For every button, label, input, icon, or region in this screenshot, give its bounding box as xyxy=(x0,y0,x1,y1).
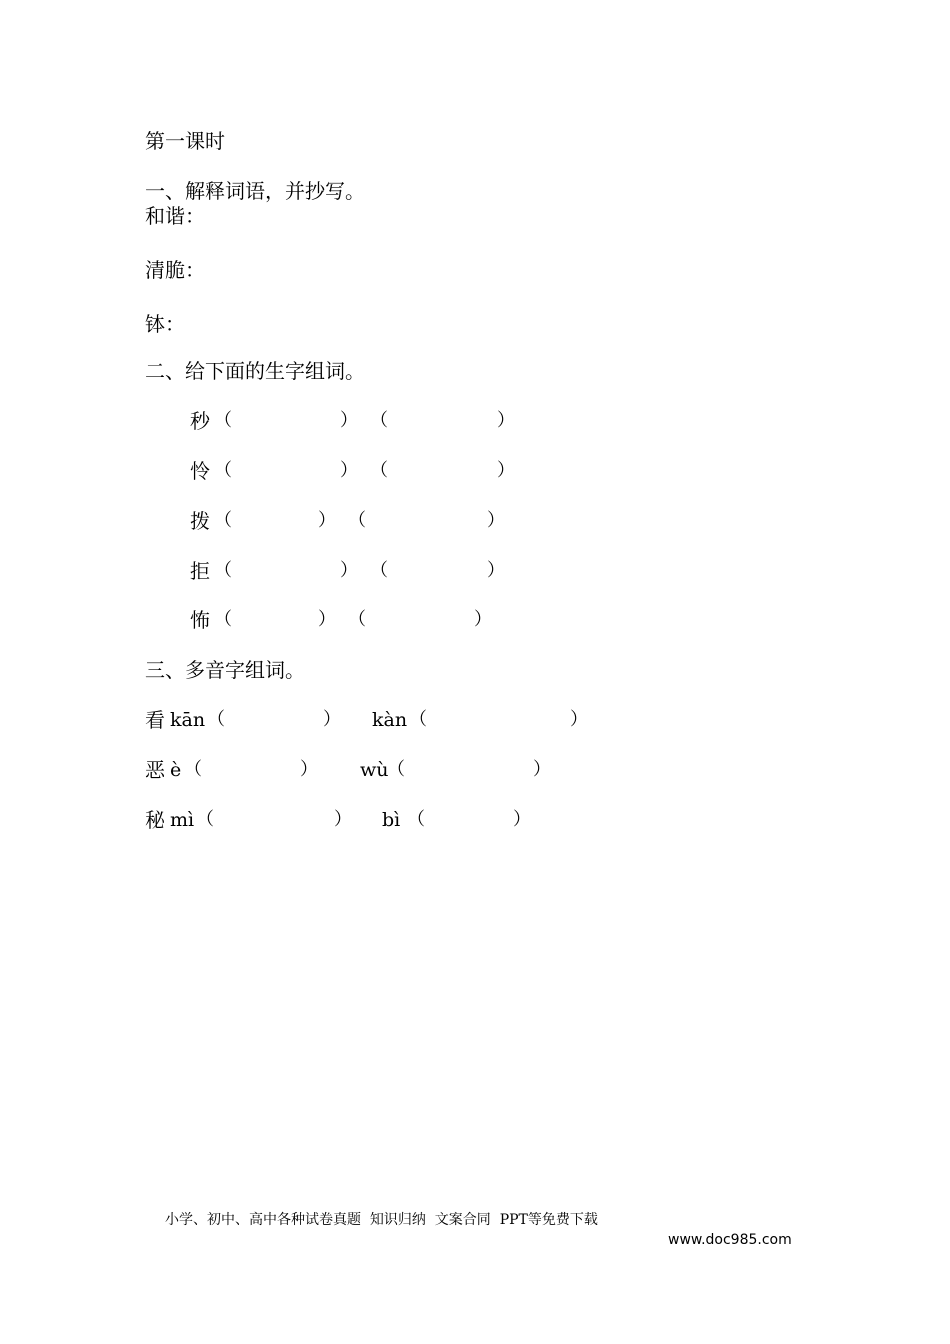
section1-item-hexie: 和谐： xyxy=(145,204,205,228)
section2-char: 怖 xyxy=(190,608,210,632)
close-paren: ） xyxy=(487,560,505,581)
open-paren: （ xyxy=(409,709,427,730)
section2-char: 怜 xyxy=(190,459,210,483)
section1-item-bo: 钵： xyxy=(145,312,185,336)
pinyin: wù xyxy=(360,759,389,781)
section2-char: 秒 xyxy=(190,409,210,433)
polyphone-char: 看 xyxy=(145,708,165,732)
close-paren: ） xyxy=(474,609,492,630)
section3-heading: 三、多音字组词。 xyxy=(145,658,305,682)
close-paren: ） xyxy=(340,410,358,431)
pinyin: mì xyxy=(170,809,195,831)
section2-char: 拨 xyxy=(190,509,210,533)
close-paren: ） xyxy=(513,809,531,830)
close-paren: ） xyxy=(340,460,358,481)
close-paren: ） xyxy=(318,609,336,630)
close-paren: ） xyxy=(340,560,358,581)
footer-link[interactable]: www.doc985.com xyxy=(668,1232,792,1248)
close-paren: ） xyxy=(497,410,515,431)
open-paren: （ xyxy=(370,560,388,581)
close-paren: ） xyxy=(318,510,336,531)
open-paren: （ xyxy=(207,709,225,730)
lesson-title: 第一课时 xyxy=(145,129,225,153)
open-paren: （ xyxy=(214,510,232,531)
close-paren: ） xyxy=(570,709,588,730)
pinyin: kān xyxy=(170,709,206,731)
page-footer xyxy=(0,1190,950,1250)
open-paren: （ xyxy=(348,609,366,630)
section1-item-qingcui: 清脆： xyxy=(145,258,205,282)
open-paren: （ xyxy=(370,410,388,431)
close-paren: ） xyxy=(533,759,551,780)
section2-char: 拒 xyxy=(190,559,210,583)
open-paren: （ xyxy=(196,809,214,830)
open-paren: （ xyxy=(214,460,232,481)
section1-heading: 一、解释词语，并抄写。 xyxy=(145,179,365,203)
open-paren: （ xyxy=(214,560,232,581)
close-paren: ） xyxy=(497,460,515,481)
pinyin: è xyxy=(170,759,182,781)
open-paren: （ xyxy=(184,759,202,780)
open-paren: （ xyxy=(348,510,366,531)
pinyin: kàn xyxy=(372,709,408,731)
polyphone-char: 恶 xyxy=(145,758,165,782)
pinyin: bì xyxy=(382,809,401,831)
close-paren: ） xyxy=(487,510,505,531)
close-paren: ） xyxy=(323,709,341,730)
polyphone-char: 秘 xyxy=(145,808,165,832)
open-paren: （ xyxy=(214,609,232,630)
open-paren: （ xyxy=(387,759,405,780)
open-paren: （ xyxy=(214,410,232,431)
close-paren: ） xyxy=(334,809,352,830)
close-paren: ） xyxy=(300,759,318,780)
section2-heading: 二、给下面的生字组词。 xyxy=(145,359,365,383)
footer-text: 小学、初中、高中各种试卷真题 知识归纳 文案合同 PPT等免费下载 xyxy=(165,1212,598,1228)
open-paren: （ xyxy=(407,809,425,830)
open-paren: （ xyxy=(370,460,388,481)
